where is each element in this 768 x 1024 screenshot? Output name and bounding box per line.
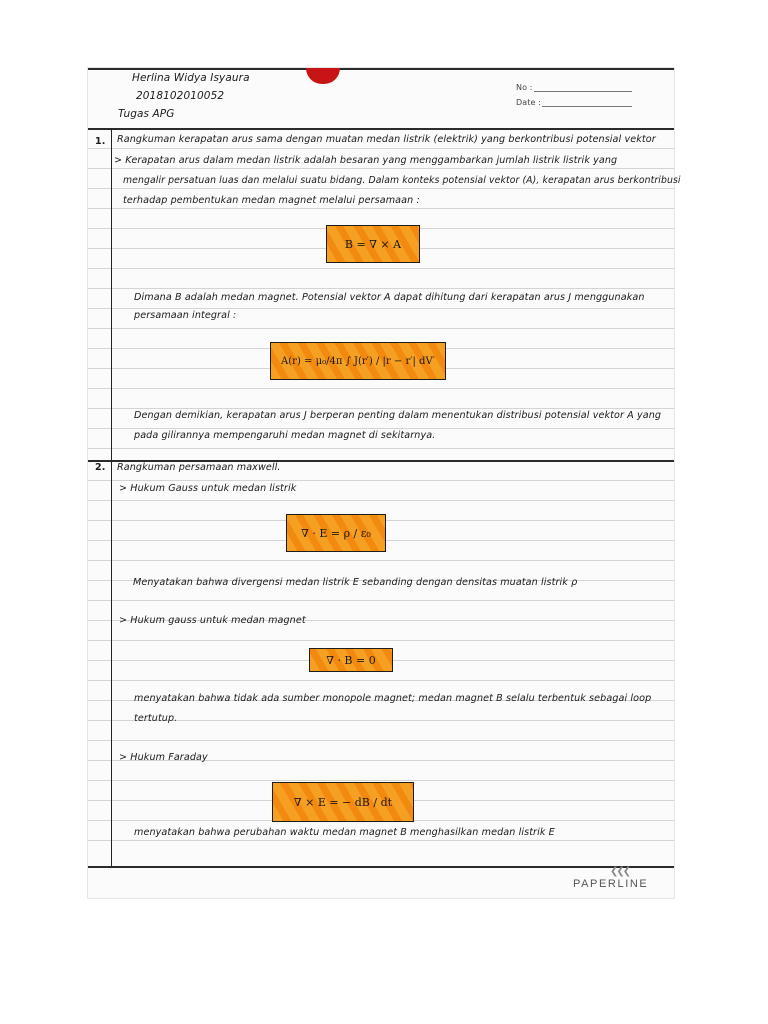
subject-title: Tugas APG (118, 108, 175, 120)
paragraph-line: tertutup. (134, 713, 178, 724)
ruled-line (88, 408, 674, 409)
ruled-line (88, 128, 674, 130)
ruled-line (88, 600, 674, 601)
law-heading: > Hukum Faraday (119, 752, 208, 763)
paragraph-line: terhadap pembentukan medan magnet melalui persamaan : (123, 195, 420, 206)
no-line (534, 91, 632, 92)
section-number: 2. (95, 462, 106, 473)
ruled-line (88, 148, 674, 149)
margin-line (111, 128, 112, 866)
ruled-line (88, 500, 674, 501)
paperline-logo-icon: ❮❮❮ (610, 866, 630, 877)
paragraph-line: Dengan demikian, kerapatan arus J berperan penting dalam menentukan distribusi potensial vektor A yang (134, 410, 662, 421)
ruled-line (88, 840, 674, 841)
ruled-line (88, 428, 674, 429)
date-line (542, 106, 632, 107)
formula-box (272, 782, 414, 822)
ruled-line (88, 448, 674, 449)
formula-box (326, 225, 420, 263)
section-number: 1. (95, 136, 106, 147)
ruled-line (88, 560, 674, 561)
formula-text: ∇ × E = − dB / dt (293, 795, 393, 809)
formula-text: ∇ · B = 0 (326, 653, 376, 667)
formula-box (309, 648, 393, 672)
ruled-line (88, 780, 674, 781)
ruled-line (88, 740, 674, 741)
ruled-line (88, 268, 674, 269)
ruled-line (88, 866, 674, 868)
formula-text: A(r) = μ₀/4π ∫ J(r′) / |r − r′| dV′ (281, 355, 435, 367)
ruled-line (88, 680, 674, 681)
no-label: No : (516, 83, 533, 92)
ruled-line (88, 640, 674, 641)
formula-box (270, 342, 446, 380)
student-name: Herlina Widya Isyaura (132, 72, 250, 84)
formula-box (286, 514, 386, 552)
section-title: Rangkuman persamaan maxwell. (117, 462, 281, 473)
paragraph-line: pada gilirannya mempengaruhi medan magnet di sekitarnya. (134, 430, 436, 441)
ruled-line (88, 68, 674, 70)
student-id: 2018102010052 (136, 90, 225, 102)
date-label: Date : (516, 98, 541, 107)
law-heading: > Hukum gauss untuk medan magnet (119, 615, 306, 626)
ruled-line (88, 308, 674, 309)
formula-text: B = ∇ × A (344, 237, 402, 251)
ruled-line (88, 188, 674, 189)
ruled-line (88, 388, 674, 389)
paragraph-line: > Kerapatan arus dalam medan listrik adalah besaran yang menggambarkan jumlah listrik listrik yang (114, 155, 618, 166)
ruled-line (88, 480, 674, 481)
brand-name: PAPERLINE (573, 878, 649, 890)
ruled-line (88, 208, 674, 209)
ruled-line (88, 168, 674, 169)
law-heading: > Hukum Gauss untuk medan listrik (119, 483, 297, 494)
paragraph-line: menyatakan bahwa perubahan waktu medan magnet B menghasilkan medan listrik E (134, 827, 555, 838)
ruled-line (88, 288, 674, 289)
paragraph-line: mengalir persatuan luas dan melalui suatu bidang. Dalam konteks potensial vektor (A), kerapatan arus berkontribusi (123, 175, 681, 186)
paragraph-line: menyatakan bahwa tidak ada sumber monopole magnet; medan magnet B selalu terbentuk sebagai loop (134, 693, 652, 704)
ruled-line (88, 328, 674, 329)
paragraph-line: Menyatakan bahwa divergensi medan listrik E sebanding dengan densitas muatan listrik ρ (133, 577, 578, 588)
paragraph-line: Dimana B adalah medan magnet. Potensial vektor A dapat dihitung dari kerapatan arus J menggunakan (134, 292, 645, 303)
paragraph-line: persamaan integral : (134, 310, 237, 321)
section-title: Rangkuman kerapatan arus sama dengan muatan medan listrik (elektrik) yang berkontribusi potensial vektor (117, 134, 656, 145)
formula-text: ∇ · E = ρ / ε₀ (301, 526, 371, 540)
